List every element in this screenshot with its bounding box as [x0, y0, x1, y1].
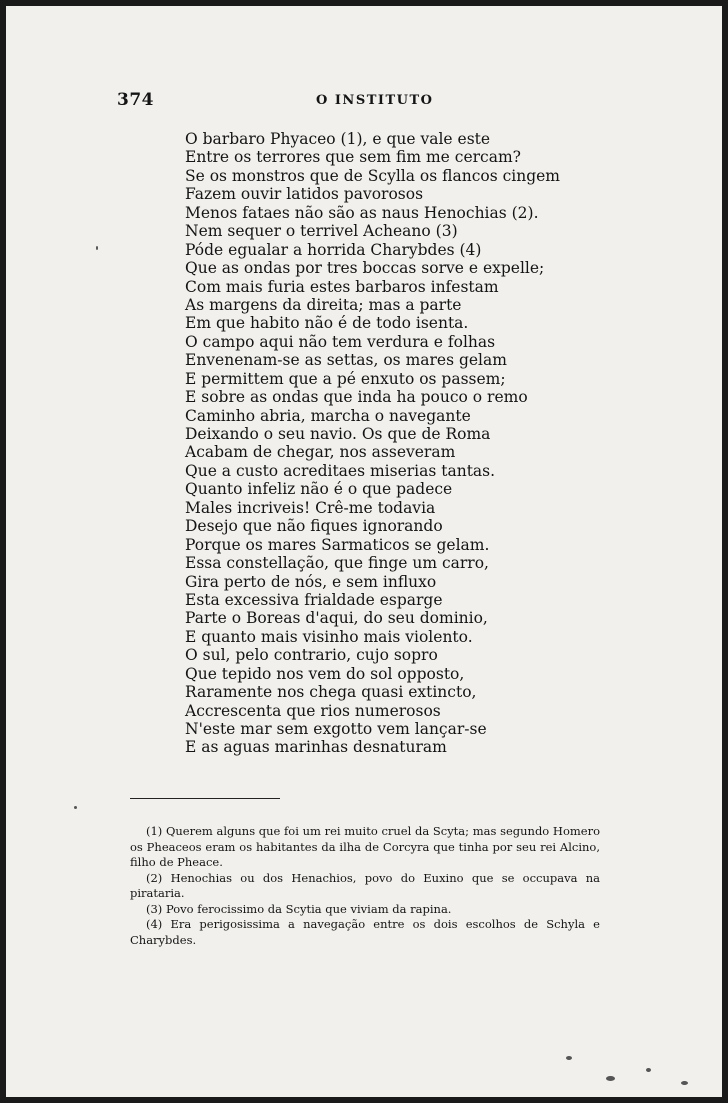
scan-speck	[74, 806, 77, 809]
running-title: O INSTITUTO	[316, 93, 434, 108]
poem-line: Em que habito não é de todo isenta.	[185, 314, 469, 333]
footnote-2: (2) Henochias ou dos Henachios, povo do Euxino que se occupava na pirataria.	[130, 870, 600, 900]
poem-line: Acabam de chegar, nos asseveram	[185, 443, 456, 462]
poem-line: O barbaro Phyaceo (1), e que vale este	[185, 130, 491, 148]
poem-line: Desejo que não fiques ignorando	[185, 517, 443, 536]
poem-line: Póde egualar a horrida Charybdes (4)	[185, 240, 482, 259]
poem-line: Gira perto de nós, e sem influxo	[185, 572, 437, 591]
poem-line: Caminho abria, marcha o navegante	[185, 406, 471, 425]
footnote-divider	[130, 798, 280, 799]
footnote-4: (4) Era perigosissima a navegação entre os dois escolhos de Schyla e Charybdes.	[130, 917, 600, 947]
poem-line: Accrescenta que rios numerosos	[185, 701, 441, 720]
poem-line: Quanto infeliz não é o que padece	[185, 480, 453, 499]
poem-line: E permittem que a pé enxuto os passem;	[185, 369, 506, 388]
poem-line: Que as ondas por tres boccas sorve e expelle;	[185, 259, 545, 278]
poem-line: Nem sequer o terrivel Acheano (3)	[185, 222, 458, 241]
footnote-1: (1) Querem alguns que foi um rei muito cruel da Scyta; mas segundo Homero os Pheaceos eram os habitantes da ilha de Corcyra que tinha por seu rei Alcino, filho de Pheace.	[130, 824, 600, 869]
footnotes	[130, 824, 600, 948]
poem-line: Esta excessiva frialdade esparge	[185, 590, 443, 609]
poem-line: As margens da direita; mas a parte	[185, 295, 462, 314]
scan-speck	[606, 1076, 615, 1081]
poem-line: N'este mar sem exgotto vem lançar-se	[185, 720, 487, 738]
poem-line: Entre os terrores que sem fim me cercam?	[185, 148, 521, 167]
poem-line: Porque os mares Sarmaticos se gelam.	[185, 535, 490, 554]
poem-line: O sul, pelo contrario, cujo sopro	[185, 646, 438, 665]
scan-speck	[96, 246, 98, 250]
poem-line: Envenenam-se as settas, os mares gelam	[185, 351, 507, 370]
scan-speck	[566, 1056, 572, 1060]
poem-line: Raramente nos chega quasi extincto,	[185, 683, 477, 702]
book-page	[6, 6, 722, 1097]
page-header	[6, 90, 722, 114]
footnote-3: (3) Povo ferocissimo da Scytia que viviam da rapina.	[146, 901, 452, 916]
poem-line: Parte o Boreas d'aqui, do seu dominio,	[185, 609, 488, 628]
poem-text	[185, 130, 685, 757]
poem-line: Com mais furia estes barbaros infestam	[185, 277, 499, 296]
poem-line: Que a custo acreditaes miserias tantas.	[185, 461, 496, 480]
poem-line: Deixando o seu navio. Os que de Roma	[185, 425, 491, 443]
poem-line: Se os monstros que de Scylla os flancos cingem	[185, 166, 560, 185]
page-number: 374	[117, 90, 154, 110]
poem-line: O campo aqui não tem verdura e folhas	[185, 332, 496, 351]
poem-line: Males incriveis! Crê-me todavia	[185, 498, 436, 517]
poem-line: Fazem ouvir latidos pavorosos	[185, 185, 424, 204]
poem-line: E sobre as ondas que inda ha pouco o remo	[185, 388, 528, 407]
scan-speck	[646, 1068, 651, 1072]
poem-line: E as aguas marinhas desnaturam	[185, 738, 447, 757]
poem-line: E quanto mais visinho mais violento.	[185, 627, 473, 646]
scan-speck	[681, 1081, 688, 1085]
poem-line: Que tepido nos vem do sol opposto,	[185, 664, 465, 683]
poem-line: Essa constellação, que finge um carro,	[185, 554, 489, 573]
poem-line: Menos fataes não são as naus Henochias (2).	[185, 203, 539, 222]
